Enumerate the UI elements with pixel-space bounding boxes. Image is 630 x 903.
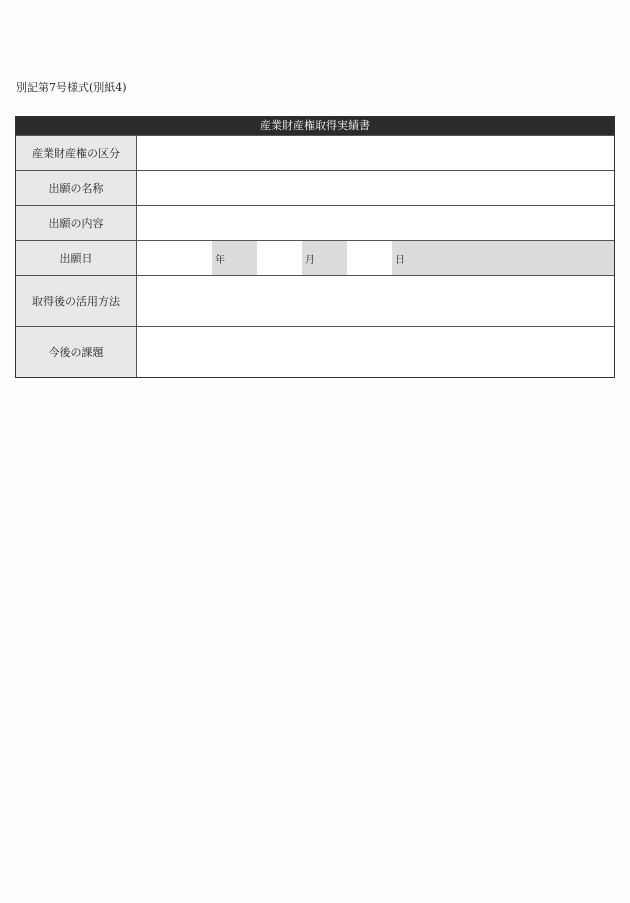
achievement-form — [15, 116, 615, 378]
label-ip-category: 産業財産権の区分 — [16, 136, 137, 170]
row-future-issues — [16, 326, 614, 377]
form-title: 産業財産権取得実績書 — [16, 117, 614, 135]
field-day[interactable] — [347, 241, 392, 275]
application-date-fields — [137, 241, 614, 275]
label-application-date: 出願日 — [16, 241, 137, 275]
row-ip-category — [16, 135, 614, 170]
field-application-content[interactable] — [137, 206, 614, 240]
label-utilization-method: 取得後の活用方法 — [16, 276, 137, 326]
row-application-date — [16, 240, 614, 275]
label-application-content: 出願の内容 — [16, 206, 137, 240]
day-unit: 日 — [392, 241, 614, 275]
field-month[interactable] — [257, 241, 302, 275]
field-ip-category[interactable] — [137, 136, 614, 170]
label-application-name: 出願の名称 — [16, 171, 137, 205]
field-utilization-method[interactable] — [137, 276, 614, 326]
form-number: 別記第7号様式(別紙4) — [16, 81, 127, 94]
month-unit: 月 — [302, 241, 347, 275]
year-unit: 年 — [212, 241, 257, 275]
label-future-issues: 今後の課題 — [16, 327, 137, 377]
field-future-issues[interactable] — [137, 327, 614, 377]
row-application-content — [16, 205, 614, 240]
row-utilization-method — [16, 275, 614, 326]
row-application-name — [16, 170, 614, 205]
field-year[interactable] — [137, 241, 212, 275]
field-application-name[interactable] — [137, 171, 614, 205]
